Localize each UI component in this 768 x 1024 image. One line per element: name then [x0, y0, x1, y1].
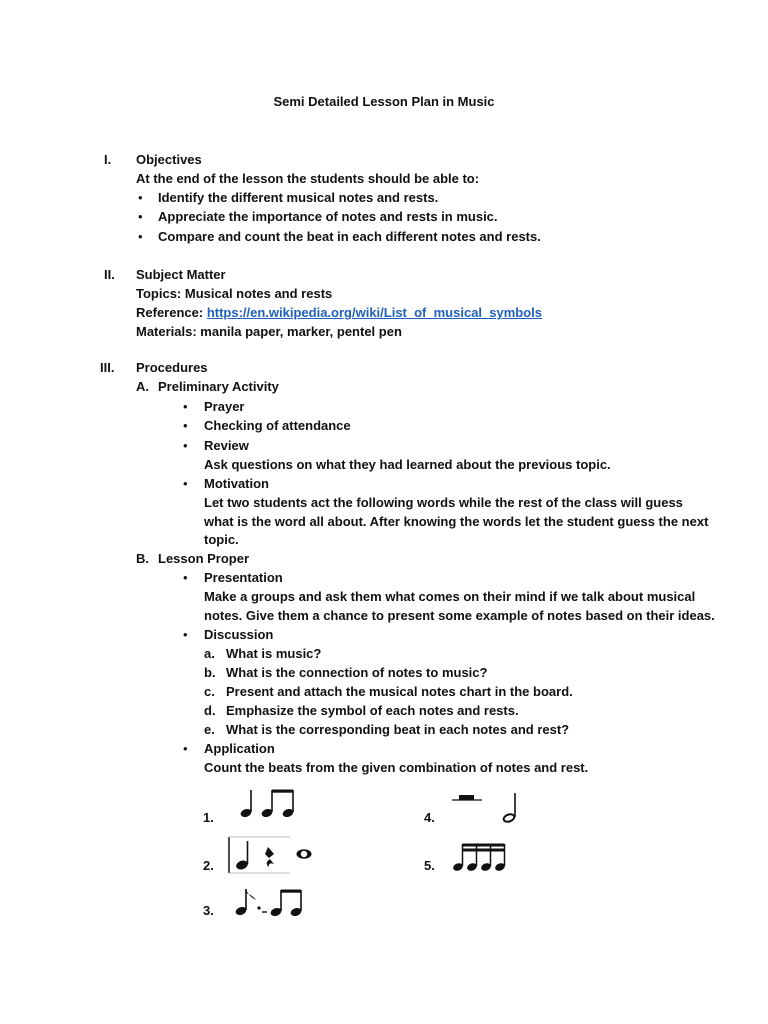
bullet-icon: • — [183, 476, 188, 491]
motivation-item: Motivation — [204, 476, 269, 491]
attendance-item: Checking of attendance — [204, 418, 351, 433]
section-numeral-objectives: I. — [104, 152, 112, 167]
discussion-question: What is the corresponding beat in each notes and rest? — [226, 722, 570, 737]
music-notation-dotted-eighth-eighth-pair-icon — [232, 887, 306, 919]
section-heading-objectives: Objectives — [136, 152, 202, 167]
bullet-icon: • — [138, 190, 143, 205]
topics-line: Topics: Musical notes and rests — [136, 286, 333, 301]
discussion-letter: d. — [204, 703, 216, 718]
reference-label: Reference: — [136, 305, 207, 320]
music-notation-quarter-eighth-pair-icon — [238, 788, 300, 820]
exercise-number: 3. — [203, 903, 214, 918]
exercise-number: 4. — [424, 810, 435, 825]
discussion-letter: c. — [204, 684, 215, 699]
objective-item: Appreciate the importance of notes and rests in music. — [158, 209, 498, 224]
bullet-icon: • — [183, 570, 188, 585]
review-item: Review — [204, 438, 249, 453]
objective-item: Compare and count the beat in each different notes and rests. — [158, 229, 541, 244]
subsection-heading-lesson-proper: Lesson Proper — [158, 551, 250, 566]
music-notation-four-sixteenth-notes-icon — [452, 840, 514, 874]
discussion-question: Emphasize the symbol of each notes and rests. — [226, 703, 519, 718]
bullet-icon: • — [138, 209, 143, 224]
application-text: Count the beats from the given combination of notes and rest. — [204, 760, 589, 775]
motivation-text: topic. — [204, 532, 239, 547]
section-numeral-procedures: III. — [100, 360, 115, 375]
discussion-question: Present and attach the musical notes chart in the board. — [226, 684, 573, 699]
discussion-question: What is the connection of notes to music? — [226, 665, 488, 680]
music-notation-half-rest-half-note-icon — [452, 790, 524, 826]
materials-line: Materials: manila paper, marker, pentel pen — [136, 324, 402, 339]
section-numeral-subject-matter: II. — [104, 267, 115, 282]
presentation-item: Presentation — [204, 570, 283, 585]
prayer-item: Prayer — [204, 399, 245, 414]
reference-line — [136, 303, 542, 322]
review-text: Ask questions on what they had learned about the previous topic. — [204, 457, 611, 472]
discussion-item: Discussion — [204, 627, 274, 642]
objective-item: Identify the different musical notes and rests. — [158, 190, 439, 205]
objectives-intro: At the end of the lesson the students should be able to: — [136, 171, 480, 186]
section-heading-subject-matter: Subject Matter — [136, 267, 226, 282]
presentation-text: notes. Give them a chance to present some example of notes based on their ideas. — [204, 608, 715, 623]
discussion-letter: b. — [204, 665, 216, 680]
exercise-number: 5. — [424, 858, 435, 873]
discussion-letter: e. — [204, 722, 215, 737]
music-notation-quarter-rest-whole-icon — [228, 835, 324, 875]
subsection-label-b: B. — [136, 551, 149, 566]
presentation-text: Make a groups and ask them what comes on their mind if we talk about musical — [204, 589, 696, 604]
bullet-icon: • — [183, 418, 188, 433]
exercise-number: 2. — [203, 858, 214, 873]
bullet-icon: • — [183, 438, 188, 453]
section-heading-procedures: Procedures — [136, 360, 208, 375]
bullet-icon: • — [138, 229, 143, 244]
subsection-heading-preliminary: Preliminary Activity — [158, 379, 279, 394]
bullet-icon: • — [183, 741, 188, 756]
subsection-label-a: A. — [136, 379, 149, 394]
motivation-text: what is the word all about. After knowing the words let the student guess the next — [204, 514, 709, 529]
motivation-text: Let two students act the following words while the rest of the class will guess — [204, 495, 683, 510]
application-item: Application — [204, 741, 275, 756]
discussion-letter: a. — [204, 646, 215, 661]
bullet-icon: • — [183, 627, 188, 642]
discussion-question: What is music? — [226, 646, 322, 661]
exercise-number: 1. — [203, 810, 214, 825]
page-title: Semi Detailed Lesson Plan in Music — [273, 94, 495, 109]
reference-link[interactable]: https://en.wikipedia.org/wiki/List_of_musical_symbols — [206, 305, 543, 320]
bullet-icon: • — [183, 399, 188, 414]
